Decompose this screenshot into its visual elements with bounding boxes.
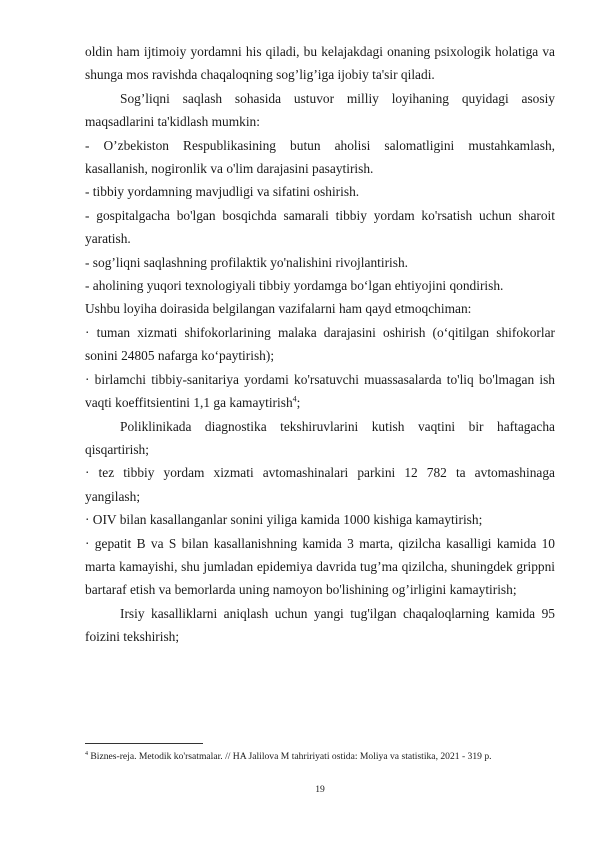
paragraph-2: Sog’liqni saqlash sohasida ustuvor milliy loyihaning quyidagi asosiy maqsadlarini ta'kidlash mumkin: (85, 90, 555, 130)
paragraph-10-text: · birlamchi tibbiy-sanitariya yordami ko'rsatuvchi muassasalarda to'liq bo'lmagan ish vaqti koeffitsientini 1,1 ga kamaytirish (85, 371, 555, 411)
paragraph-4: - tibbiy yordamning mavjudligi va sifatini oshirish. (85, 184, 360, 200)
paragraph-9: · tuman xizmati shifokorlarining malaka darajasini oshirish (o‘qitilgan shifokorlar sonini 24805 nafarga ko‘paytirish); (85, 324, 555, 364)
page-body (85, 40, 555, 649)
paragraph-13: · OIV bilan kasallanganlar sonini yiliga kamida 1000 kishiga kamaytirish; (85, 512, 483, 528)
paragraph-14: · gepatit B va S bilan kasallanishning kamida 3 marta, qizilcha kasalligi kamida 10 marta kamayishi, shu jumladan epidemiya davrida tug’ma qizilcha, shuningdek grippni bartaraf etish va bemorlarda uning namoyon bo'lishining og’irligini kamaytirish; (85, 535, 555, 598)
paragraph-12: · tez tibbiy yordam xizmati avtomashinalari parkini 12 782 ta avtomashinaga yangilash; (85, 465, 555, 504)
paragraph-8: Ushbu loyiha doirasida belgilangan vazifalarni ham qayd etmoqchiman: (85, 301, 472, 317)
footnote-reference[interactable]: 4 (292, 394, 297, 404)
footnote-text: Biznes-reja. Metodik ko'rsatmalar. // HA Jalilova M tahririyati ostida: Moliya va statistika, 2021 - 319 p. (88, 751, 492, 762)
paragraph-11: Poliklinikada diagnostika tekshiruvlarini kutish vaqtini bir haftagacha qisqartirish; (85, 418, 555, 457)
paragraph-1: oldin ham ijtimoiy yordamni his qiladi, bu kelajakdagi onaning psixologik holatiga va shunga mos ravishda chaqaloqning sog’lig’iga ijobiy ta'sir qiladi. (85, 44, 555, 83)
footnote-divider (85, 743, 203, 744)
paragraph-5: - gospitalgacha bo'lgan bosqichda samarali tibbiy yordam ko'rsatish uchun sharoit yaratish. (85, 207, 555, 247)
paragraph-10-end: ; (296, 395, 301, 411)
paragraph-10 (85, 368, 555, 415)
page-number: 19 (315, 784, 325, 795)
paragraph-6: - sog’liqni saqlashning profilaktik yo'nalishini rivojlantirish. (85, 254, 409, 270)
paragraph-3: - O’zbekiston Respublikasining butun aholisi salomatligini mustahkamlash, kasallanish, nogironlik va o'lim darajasini pasaytirish. (85, 137, 555, 177)
footnote-marker: 4 (85, 750, 88, 757)
footnote (85, 751, 565, 763)
paragraph-7: - aholining yuqori texnologiyali tibbiy yordamga bo‘lgan ehtiyojini qondirish. (85, 278, 504, 294)
paragraph-15: Irsiy kasalliklarni aniqlash uchun yangi tug'ilgan chaqaloqlarning kamida 95 foizini tekshirish; (85, 605, 555, 645)
